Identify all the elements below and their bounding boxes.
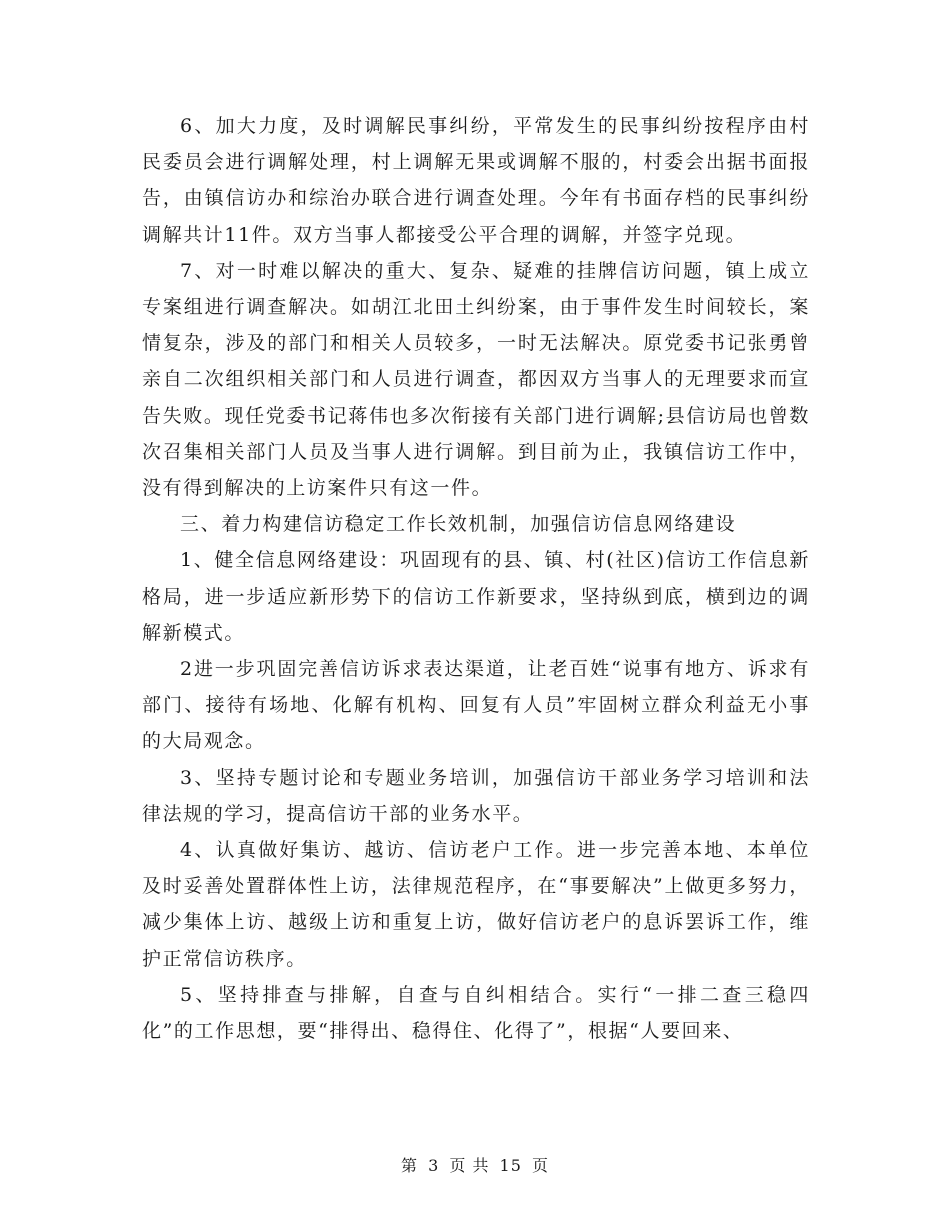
section-heading-three: 三、着力构建信访稳定工作长效机制，加强信访信息网络建设 (180, 513, 737, 536)
paragraph-item-7: 7、对一时难以解决的重大、复杂、疑难的挂牌信访问题，镇上成立专案组进行调查解决。如胡江北田土纠纷案，由于事件发生时间较长，案情复杂，涉及的部门和相关人员较多，一时无法解决。原党委书记张勇曾亲自二次组织相关部门和人员进行调查，都因双方当事人的无理要求而宣告失败。现任党委书记蒋伟也多次衔接有关部门进行调解;县信访局也曾数次召集相关部门人员及当事人进行调解。到目前为止，我镇信访工作中，没有得到解决的上访案件只有这一件。 (142, 259, 810, 500)
paragraph-item-6: 6、加大力度，及时调解民事纠纷，平常发生的民事纠纷按程序由村民委员会进行调解处理，村上调解无果或调解不服的，村委会出据书面报告，由镇信访办和综治办联合进行调查处理。今年有书面存档的民事纠纷调解共计11件。双方当事人都接受公平合理的调解，并签字兑现。 (142, 115, 810, 246)
paragraph-item-4: 4、认真做好集访、越访、信访老户工作。进一步完善本地、本单位及时妥善处置群体性上访，法律规范程序，在“事要解决”上做更多努力，减少集体上访、越级上访和重复上访，做好信访老户的息诉罢诉工作，维护正常信访秩序。 (142, 839, 810, 970)
page-footer (0, 1153, 950, 1176)
footer-current-page: 3 (428, 1156, 440, 1175)
paragraph-item-1: 1、健全信息网络建设：巩固现有的县、镇、村(社区)信访工作信息新格局，进一步适应新形势下的信访工作新要求，坚持纵到底，横到边的调解新模式。 (142, 549, 810, 644)
footer-middle: 页 共 (449, 1156, 490, 1175)
footer-suffix: 页 (532, 1156, 550, 1175)
document-body (142, 108, 810, 1049)
paragraph-item-5: 5、坚持排查与排解，自查与自纠相结合。实行“一排二查三稳四化”的工作思想，要“排得出、稳得住、化得了”，根据“人要回来、 (142, 983, 810, 1043)
footer-prefix: 第 (400, 1156, 418, 1175)
paragraph-item-3: 3、坚持专题讨论和专题业务培训，加强信访干部业务学习培训和法律法规的学习，提高信访干部的业务水平。 (142, 766, 810, 825)
paragraph-item-2: 2进一步巩固完善信访诉求表达渠道，让老百姓“说事有地方、诉求有部门、接待有场地、化解有机构、回复有人员”牢固树立群众利益无小事的大局观念。 (142, 658, 810, 753)
footer-total-pages: 15 (499, 1156, 522, 1175)
